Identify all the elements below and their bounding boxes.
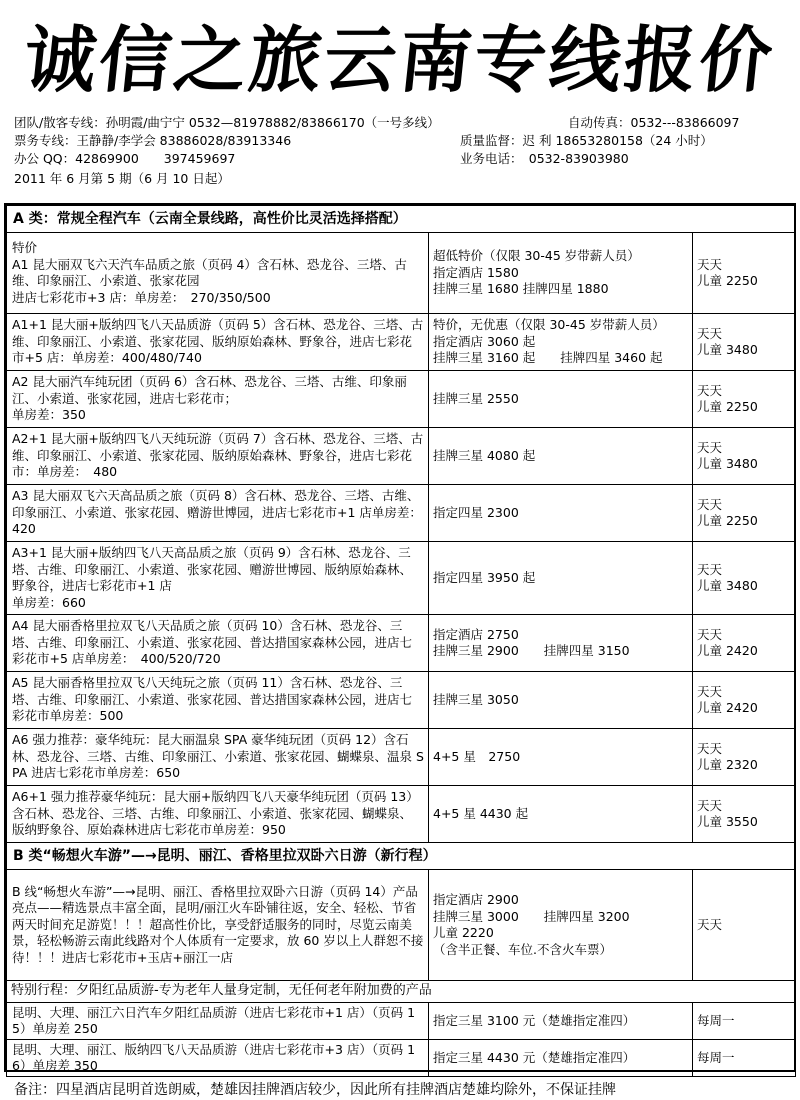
route-description: A6 强力推荐：豪华纯玩：昆大丽温泉 SPA 豪华纯玩团（页码 12）含石林、恐龙谷、三塔、古维、印象丽江、小索道、张家花园、蝴蝶泉、温泉 SPA 进店七彩花市单房差：650 xyxy=(7,729,429,786)
table-row xyxy=(7,371,796,428)
route-description: A6+1 强力推荐豪华纯玩：昆大丽+版纳四飞八天豪华纯玩团（页码 13）含石林、恐龙谷、三塔、古维、印象丽江、小索道、张家花园、蝴蝶泉、版纳野象谷、原始森林进店七彩花市单房差：950 xyxy=(7,786,429,843)
table-row xyxy=(7,314,796,371)
departure-info: 天天 儿童 3550 xyxy=(693,786,796,843)
departure-info: 天天 儿童 2250 xyxy=(693,233,796,314)
contact-group-line: 团队/散客专线：孙明霞/曲宁宁 0532—81978882/83866170（一号多线） xyxy=(14,115,440,130)
departure-info: 天天 儿童 2320 xyxy=(693,729,796,786)
route-description: A2+1 昆大丽+版纳四飞八天纯玩游（页码 7）含石林、恐龙谷、三塔、古维、印象丽江、小索道、张家花园、版纳原始森林、野象谷，进店七彩花市：单房差： 480 xyxy=(7,428,429,485)
route-description: B 线“畅想火车游”—→昆明、丽江、香格里拉双卧六日游（页码 14）产品亮点——精选景点丰富全面，昆明/丽江火车卧铺往返，安全、轻松、节省两天时间充足游览！！！超高性价比，享受舒适服务的同时，尽览云南美景，轻松畅游云南此线路对个人体质有一定要求，放 60 岁以上人群恕不接待！！！进店七彩花市+玉店+丽江一店 xyxy=(7,870,429,981)
contact-ticket-line: 票务专线：王静静/李学会 83886028/83913346 xyxy=(14,133,292,148)
table-row xyxy=(7,1003,796,1040)
special-itinerary-title: 特别行程：夕阳红品质游-专为老年人量身定制，无任何老年附加费的产品 xyxy=(7,981,796,1003)
hotel-price: 指定四星 3950 起 xyxy=(429,542,693,615)
contact-quality: 质量监督：迟 利 18653280158（24 小时） xyxy=(460,133,713,148)
hotel-price: 4+5 星 4430 起 xyxy=(429,786,693,843)
departure-info: 天天 儿童 3480 xyxy=(693,314,796,371)
table-row xyxy=(7,615,796,672)
hotel-price: 指定四星 2300 xyxy=(429,485,693,542)
departure-info: 每周一 xyxy=(693,1003,796,1040)
departure-info: 天天 儿童 2250 xyxy=(693,485,796,542)
hotel-price: 超低特价（仅限 30-45 岁带薪人员） 指定酒店 1580 挂牌三星 1680 挂牌四星 1880 xyxy=(429,233,693,314)
route-description: A4 昆大丽香格里拉双飞八天品质之旅（页码 10）含石林、恐龙谷、三塔、古维、印象丽江、小索道、张家花园、普达措国家森林公园，进店七彩花市+5 店单房差： 400/520/720 xyxy=(7,615,429,672)
hotel-price: 挂牌三星 4080 起 xyxy=(429,428,693,485)
section-a-header xyxy=(7,206,796,233)
table-row xyxy=(7,233,796,314)
hotel-price: 指定酒店 2900 挂牌三星 3000 挂牌四星 3200 儿童 2220 （含半正餐、车位.不含火车票） xyxy=(429,870,693,981)
hotel-price: 挂牌三星 2550 xyxy=(429,371,693,428)
contact-business-phone: 业务电话： 0532-83903980 xyxy=(460,151,629,166)
departure-info: 天天 儿童 3480 xyxy=(693,428,796,485)
route-description: A5 昆大丽香格里拉双飞八天纯玩之旅（页码 11）含石林、恐龙谷、三塔、古维、印象丽江、小索道、张家花园、普达措国家森林公园，进店七彩花市单房差：500 xyxy=(7,672,429,729)
table-row xyxy=(7,485,796,542)
section-b-title: B 类“畅想火车游”—→昆明、丽江、香格里拉双卧六日游（新行程） xyxy=(7,843,796,870)
table-row xyxy=(7,1040,796,1077)
hotel-price: 指定三星 4430 元（楚雄指定准四） xyxy=(429,1040,693,1077)
departure-info: 天天 儿童 2420 xyxy=(693,615,796,672)
table-row xyxy=(7,542,796,615)
departure-info: 天天 儿童 2420 xyxy=(693,672,796,729)
contact-qq: 办公 QQ：42869900 397459697 xyxy=(14,151,236,166)
route-description: 特价 A1 昆大丽双飞六天汽车品质之旅（页码 4）含石林、恐龙谷、三塔、古维、印象丽江、小索道、张家花园 进店七彩花市+3 店：单房差： 270/350/500 xyxy=(7,233,429,314)
route-description: A3+1 昆大丽+版纳四飞八天高品质之旅（页码 9）含石林、恐龙谷、三塔、古维、印象丽江、小索道、张家花园、赠游世博园、版纳原始森林、野象谷，进店七彩花市+1 店 单房差：660 xyxy=(7,542,429,615)
table-row xyxy=(7,672,796,729)
page-title: 诚信之旅云南专线报价 xyxy=(19,17,779,102)
price-table xyxy=(6,205,796,1077)
hotel-price: 4+5 星 2750 xyxy=(429,729,693,786)
special-itinerary-title-row xyxy=(7,981,796,1003)
issue-date: 2011 年 6 月第 5 期（6 月 10 日起） xyxy=(14,171,230,186)
route-description: 昆明、大理、丽江、版纳四飞八天品质游（进店七彩花市+3 店）（页码 16）单房差 350 xyxy=(7,1040,429,1077)
departure-info: 天天 儿童 2250 xyxy=(693,371,796,428)
route-description: 昆明、大理、丽江六日汽车夕阳红品质游（进店七彩花市+1 店）（页码 15）单房差 250 xyxy=(7,1003,429,1040)
departure-info: 每周一 xyxy=(693,1040,796,1077)
table-row xyxy=(7,870,796,981)
hotel-price: 指定酒店 2750 挂牌三星 2900 挂牌四星 3150 xyxy=(429,615,693,672)
contact-fax: 自动传真：0532---83866097 xyxy=(568,115,740,130)
table-row xyxy=(7,428,796,485)
hotel-price: 挂牌三星 3050 xyxy=(429,672,693,729)
route-description: A3 昆大丽双飞六天高品质之旅（页码 8）含石林、恐龙谷、三塔、古维、印象丽江、小索道、张家花园、赠游世博园，进店七彩花市+1 店单房差：420 xyxy=(7,485,429,542)
footnote: 备注：四星酒店昆明首选朗威，楚雄因挂牌酒店较少，因此所有挂牌酒店楚雄均除外，不保证挂牌 xyxy=(14,1082,616,1098)
route-description: A1+1 昆大丽+版纳四飞八天品质游（页码 5）含石林、恐龙谷、三塔、古维、印象丽江、小索道、张家花园、版纳原始森林、野象谷，进店七彩花市+5 店：单房差：400/480/740 xyxy=(7,314,429,371)
section-a-title: A 类：常规全程汽车（云南全景线路，高性价比灵活选择搭配） xyxy=(7,206,796,233)
departure-info: 天天 xyxy=(693,870,796,981)
hotel-price: 特价，无优惠（仅限 30-45 岁带薪人员） 指定酒店 3060 起 挂牌三星 3160 起 挂牌四星 3460 起 xyxy=(429,314,693,371)
departure-info: 天天 儿童 3480 xyxy=(693,542,796,615)
hotel-price: 指定三星 3100 元（楚雄指定准四） xyxy=(429,1003,693,1040)
section-b-title-row xyxy=(7,843,796,870)
table-row xyxy=(7,786,796,843)
table-row xyxy=(7,729,796,786)
route-description: A2 昆大丽汽车纯玩团（页码 6）含石林、恐龙谷、三塔、古维、印象丽江、小索道、张家花园，进店七彩花市； 单房差：350 xyxy=(7,371,429,428)
contact-block xyxy=(0,108,800,198)
